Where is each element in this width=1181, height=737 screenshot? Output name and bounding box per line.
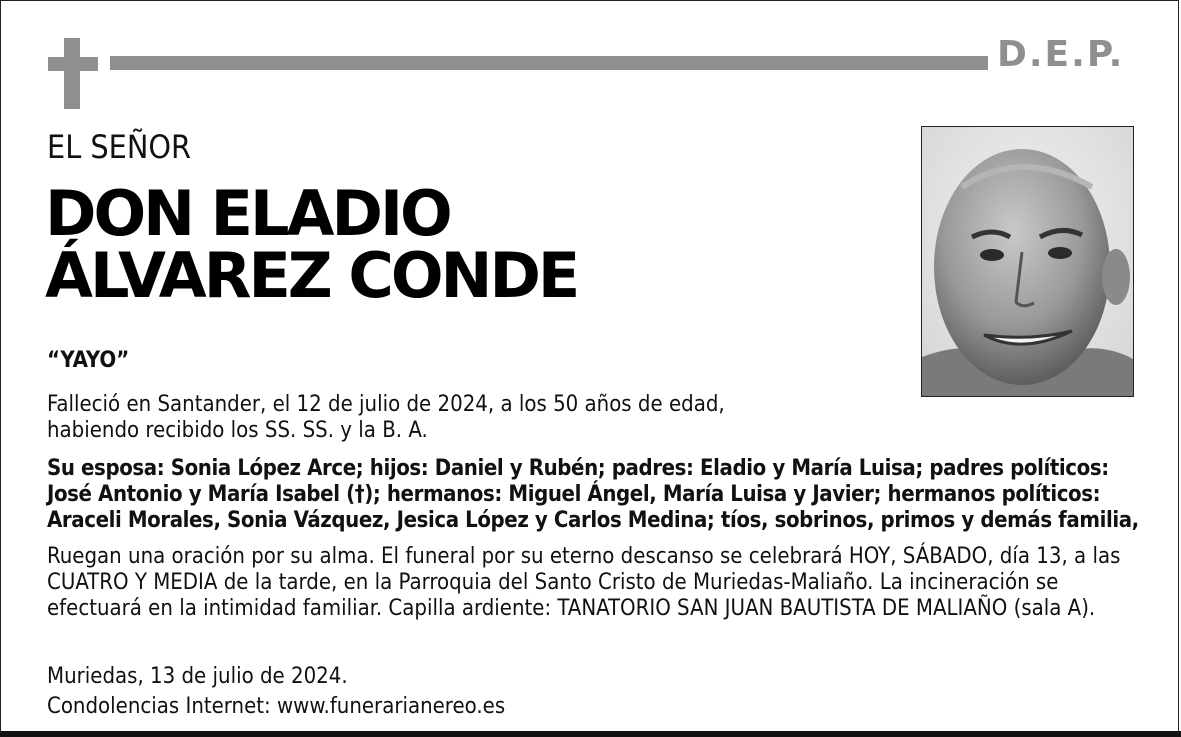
name-line-1: DON ELADIO xyxy=(45,177,450,250)
death-notice xyxy=(47,392,867,444)
service-info: Ruegan una oración por su alma. El funeral por su eterno descanso se celebrará HOY, SÁBADO, día 13, a las CUATRO Y MEDIA de la tarde, en la Parroquia del Santo Cristo de Muriedas-Maliaño. La incineración se efectuará en la intimidad familiar. Capilla ardiente: TANATORIO SAN JUAN BAUTISTA DE MALIAÑO (sala A). xyxy=(47,544,1121,621)
death-line-1: Falleció en Santander, el 12 de julio de 2024, a los 50 años de edad, xyxy=(47,392,725,417)
name-line-2: ÁLVAREZ CONDE xyxy=(45,239,578,312)
place-date: Muriedas, 13 de julio de 2024. xyxy=(47,664,348,689)
title-prefix: EL SEÑOR xyxy=(47,128,192,166)
cross-icon-bar xyxy=(48,57,98,71)
family-list: Su esposa: Sonia López Arce; hijos: Daniel y Rubén; padres: Eladio y María Luisa; padres políticos: José Antonio y María Isabel (†); hermanos: Miguel Ángel, María Luisa y Javier; hermanos políticos: Araceli Morales, Sonia Vázquez, Jesica López y Carlos Medina; tíos, sobrinos, primos y demás familia, xyxy=(47,456,1139,533)
dep-label: D.E.P. xyxy=(997,34,1125,75)
death-line-2: habiendo recibido los SS. SS. y la B. A. xyxy=(47,418,428,443)
portrait-photo xyxy=(921,126,1134,397)
bottom-rule xyxy=(0,731,1181,737)
cross-icon xyxy=(64,38,80,109)
nickname: “YAYO” xyxy=(47,348,130,373)
portrait-image xyxy=(922,127,1133,396)
condolences-line: Condolencias Internet: www.funerarianereo.es xyxy=(47,694,506,719)
deceased-name xyxy=(45,177,578,312)
header-rule xyxy=(110,56,988,70)
